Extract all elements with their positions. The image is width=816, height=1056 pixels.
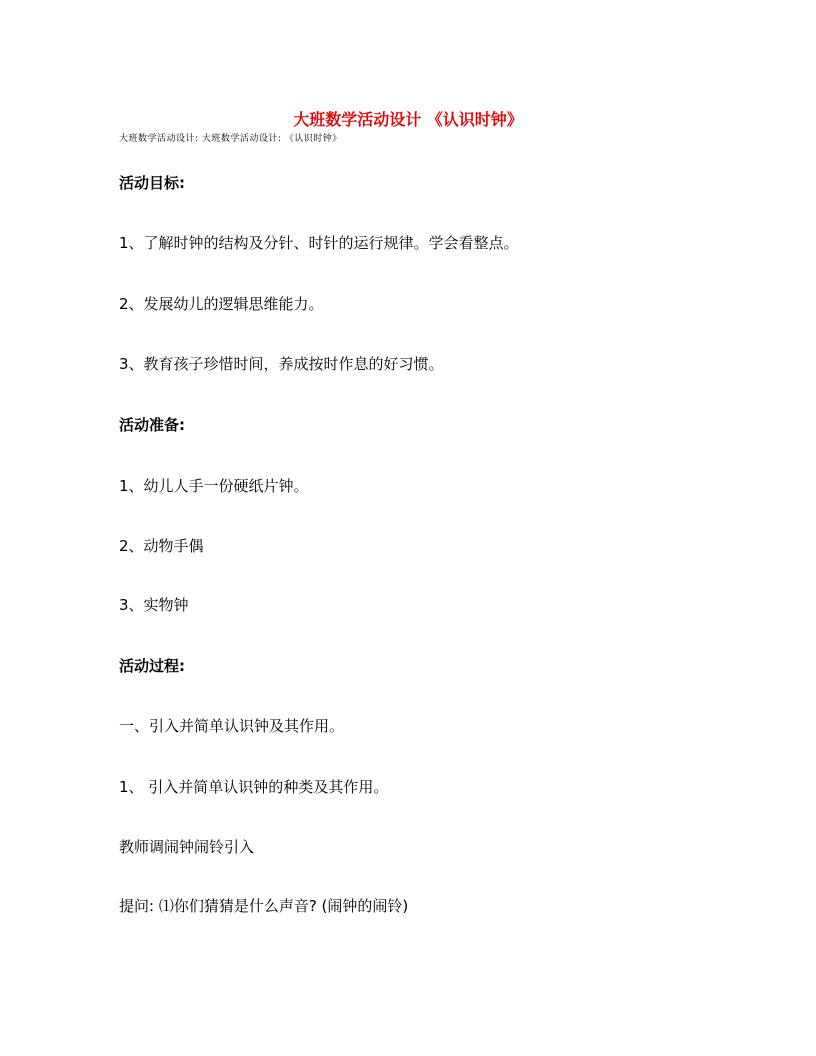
- process-step-1: 一、引入并简单认识钟及其作用。: [119, 717, 345, 735]
- document-subtitle: 大班数学活动设计: 大班数学活动设计: 《认识时钟》: [119, 134, 342, 144]
- document-title: 大班数学活动设计 《认识时钟》: [293, 110, 523, 129]
- prep-item-2: 2、动物手偶: [119, 537, 204, 555]
- process-heading: 活动过程:: [119, 657, 185, 675]
- process-question: 提问: ⑴你们猜猜是什么声音? (闹钟的闹铃): [119, 897, 409, 915]
- prep-item-3: 3、实物钟: [119, 596, 189, 614]
- goal-item-1: 1、了解时钟的结构及分针、时针的运行规律。学会看整点。: [119, 234, 519, 252]
- goal-item-3: 3、教育孩子珍惜时间，养成按时作息的好习惯。: [119, 355, 444, 373]
- prep-item-1: 1、幼儿人手一份硬纸片钟。: [119, 477, 309, 495]
- goal-item-2: 2、发展幼儿的逻辑思维能力。: [119, 295, 324, 313]
- prep-heading: 活动准备:: [119, 416, 185, 434]
- process-substep-1: 1、 引入并简单认识钟的种类及其作用。: [119, 778, 389, 796]
- goals-heading: 活动目标:: [119, 174, 185, 192]
- process-teacher-note: 教师调闹钟闹铃引入: [119, 838, 255, 856]
